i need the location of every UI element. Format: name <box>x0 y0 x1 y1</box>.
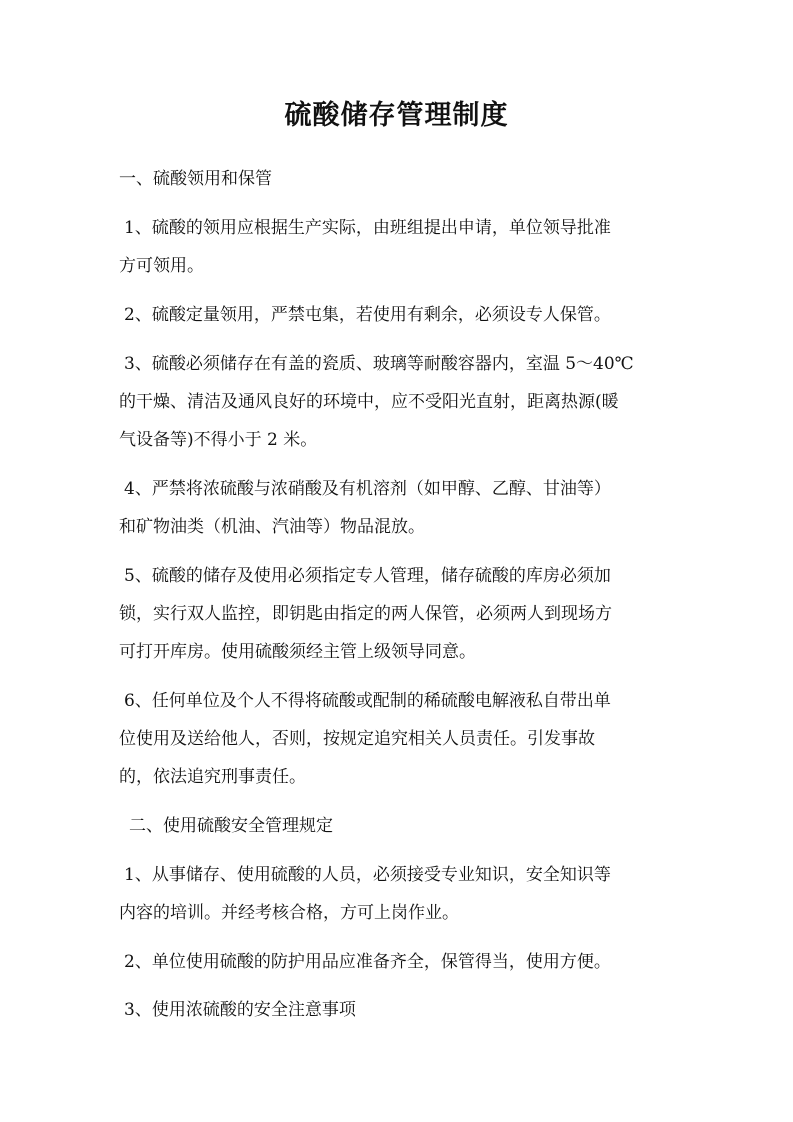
paragraph-line: 2、硫酸定量领用，严禁屯集，若使用有剩余，必须设专人保管。 <box>124 305 611 325</box>
paragraph-line: 3、使用浓硫酸的安全注意事项 <box>124 1000 356 1020</box>
paragraph-line: 4、严禁将浓硫酸与浓硝酸及有机溶剂（如甲醇、乙醇、甘油等） <box>124 479 611 499</box>
paragraph-line: 气设备等)不得小于 2 米。 <box>119 430 318 450</box>
paragraph-line: 锁，实行双人监控，即钥匙由指定的两人保管，必须两人到现场方 <box>119 604 612 624</box>
paragraph-line: 5、硫酸的储存及使用必须指定专人管理，储存硫酸的库房必须加 <box>124 566 611 586</box>
paragraph-line: 位使用及送给他人，否则，按规定追究相关人员责任。引发事故 <box>119 729 595 749</box>
paragraph-line: 方可领用。 <box>119 256 204 276</box>
paragraph-line: 内容的培训。并经考核合格，方可上岗作业。 <box>119 903 459 923</box>
paragraph-line: 1、硫酸的领用应根据生产实际，由班组提出申请，单位领导批准 <box>124 218 611 238</box>
paragraph-line: 6、任何单位及个人不得将硫酸或配制的稀硫酸电解液私自带出单 <box>124 691 611 711</box>
paragraph-line: 的干燥、清洁及通风良好的环境中，应不受阳光直射，距离热源(暖 <box>119 392 619 412</box>
section-heading-2: 二、使用硫酸安全管理规定 <box>129 816 333 836</box>
paragraph-line: 的，依法追究刑事责任。 <box>119 767 306 787</box>
paragraph-line: 可打开库房。使用硫酸须经主管上级领导同意。 <box>119 642 476 662</box>
paragraph-line: 3、硫酸必须储存在有盖的瓷质、玻璃等耐酸容器内，室温 5～40℃ <box>124 354 634 374</box>
paragraph-line: 和矿物油类（机油、汽油等）物品混放。 <box>119 517 425 537</box>
document-title: 硫酸储存管理制度 <box>284 100 509 131</box>
section-heading-1: 一、硫酸领用和保管 <box>119 169 272 189</box>
paragraph-line: 2、单位使用硫酸的防护用品应准备齐全，保管得当，使用方便。 <box>124 952 611 972</box>
paragraph-line: 1、从事储存、使用硫酸的人员，必须接受专业知识，安全知识等 <box>124 865 611 885</box>
